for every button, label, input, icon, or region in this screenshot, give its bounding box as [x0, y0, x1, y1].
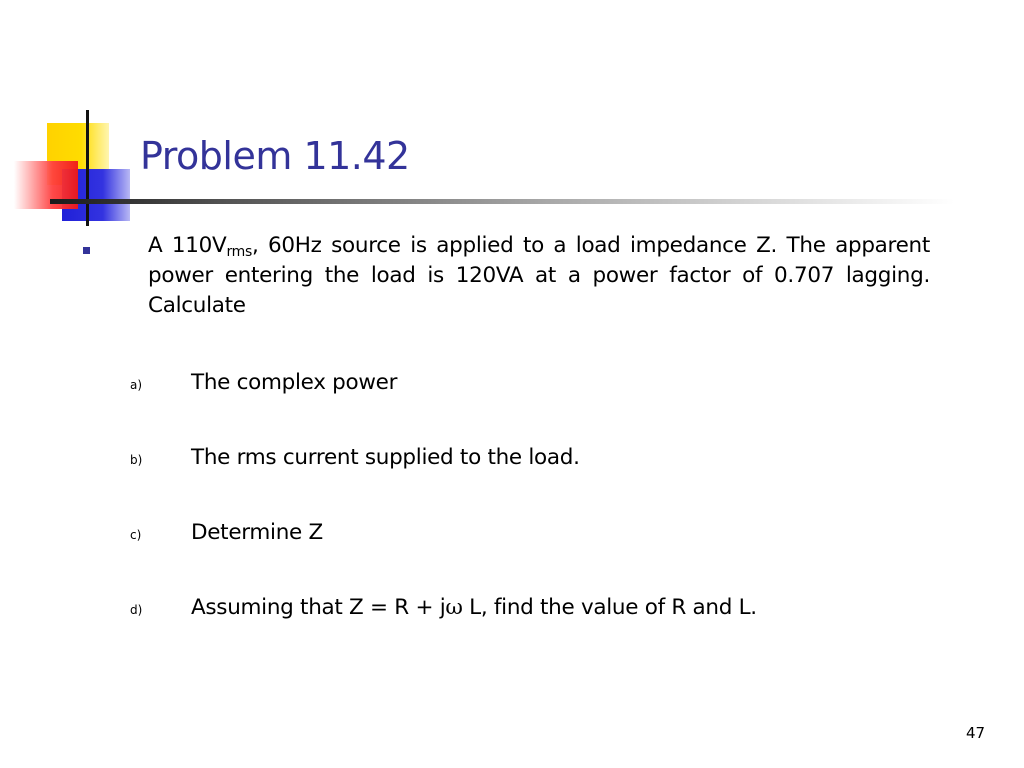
- list-marker: a): [130, 378, 143, 392]
- title-underline-rule: [50, 199, 955, 204]
- square-bullet-icon: [83, 247, 90, 254]
- problem-text-part1: A 110V: [148, 233, 227, 258]
- list-marker: b): [130, 453, 143, 467]
- rms-subscript: rms: [226, 244, 252, 260]
- list-item-text-after: L, find the value of R and L.: [462, 595, 757, 620]
- list-item-text: [191, 593, 757, 623]
- logo-vertical-line: [86, 110, 89, 226]
- problem-statement: [148, 231, 930, 321]
- list-item-text: The rms current supplied to the load.: [191, 445, 580, 470]
- list-item-text: The complex power: [191, 370, 398, 395]
- list-marker: c): [130, 528, 142, 542]
- page-number: 47: [966, 724, 986, 742]
- problem-text-part2: , 60Hz source is applied to a load impedance Z. The apparent power entering the load is 120VA at a power factor of 0.707 lagging. Calculate: [148, 233, 930, 318]
- omega-symbol: ω: [445, 595, 463, 620]
- list-item-text-before: Assuming that Z = R + j: [191, 595, 446, 620]
- slide-title: Problem 11.42: [140, 134, 410, 178]
- list-item-text: Determine Z: [191, 520, 323, 545]
- list-marker: d): [130, 603, 143, 617]
